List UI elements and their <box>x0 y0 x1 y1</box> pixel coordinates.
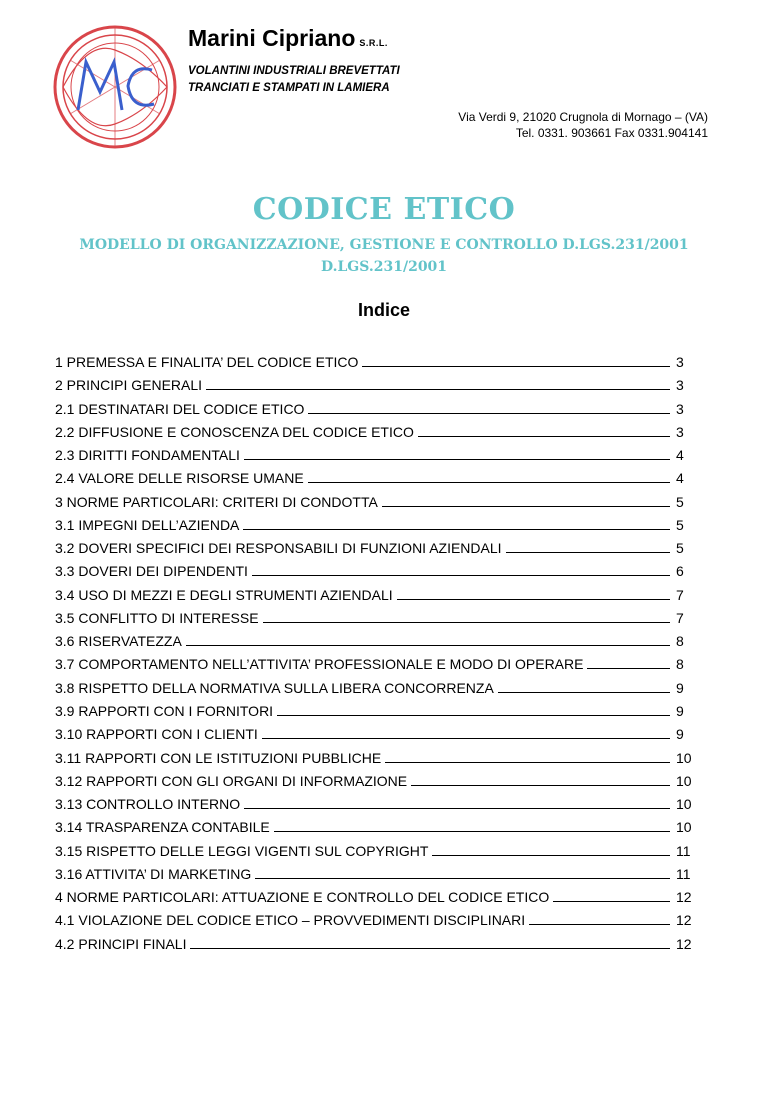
toc-entry-title: 4.1 VIOLAZIONE DEL CODICE ETICO – PROVVEDIMENTI DISCIPLINARI <box>55 912 526 929</box>
toc-leader-line <box>255 863 670 879</box>
toc-entry-page: 12 <box>676 889 692 906</box>
document-title: CODICE ETICO <box>252 192 516 227</box>
toc-entry[interactable] <box>55 560 715 583</box>
toc-leader-line <box>587 653 670 669</box>
toc-leader-line <box>397 584 670 600</box>
toc-entry[interactable] <box>55 607 715 630</box>
toc-entry-title: 4.2 PRINCIPI FINALI <box>55 935 187 952</box>
toc-entry-page: 6 <box>676 563 684 580</box>
toc-entry-page: 4 <box>676 470 684 487</box>
toc-entry-title: 3.2 DOVERI SPECIFICI DEI RESPONSABILI DI FUNZIONI AZIENDALI <box>55 540 502 557</box>
toc-leader-line <box>432 840 670 856</box>
toc-entry-title: 3.8 RISPETTO DELLA NORMATIVA SULLA LIBERA CONCORRENZA <box>55 679 494 696</box>
company-tagline-2: TRANCIATI E STAMPATI IN LAMIERA <box>188 82 390 94</box>
toc-leader-line <box>385 747 670 763</box>
toc-entry-page: 11 <box>676 865 691 882</box>
toc-entry-title: 3.12 RAPPORTI CON GLI ORGANI DI INFORMAZIONE <box>55 772 408 789</box>
toc-entry-page: 7 <box>676 609 684 626</box>
toc-entry-title: 1 PREMESSA E FINALITA’ DEL CODICE ETICO <box>55 354 359 370</box>
toc-entry-title: 2.2 DIFFUSIONE E CONOSCENZA DEL CODICE ETICO <box>55 423 414 440</box>
toc-leader-line <box>362 351 670 367</box>
toc-entry-title: 3.7 COMPORTAMENTO NELL’ATTIVITA’ PROFESSIONALE E MODO DI OPERARE <box>55 656 584 673</box>
toc-entry-title: 3.5 CONFLITTO DI INTERESSE <box>55 609 259 626</box>
toc-entry-title: 3.10 RAPPORTI CON I CLIENTI <box>55 726 258 743</box>
toc-entry[interactable] <box>55 653 715 676</box>
toc-entry-title: 3 NORME PARTICOLARI: CRITERI DI CONDOTTA <box>55 493 378 510</box>
toc-leader-line <box>506 537 670 553</box>
toc-entry-title: 2 PRINCIPI GENERALI <box>55 377 203 394</box>
toc-leader-line <box>186 630 670 646</box>
toc-entry-page: 5 <box>676 493 684 510</box>
toc-leader-line <box>308 467 670 483</box>
toc-leader-line <box>553 886 670 902</box>
document-subtitle: MODELLO DI ORGANIZZAZIONE, GESTIONE E CONTROLLO D.LGS.231/2001 <box>79 237 689 253</box>
toc-entry-page: 9 <box>676 679 684 696</box>
toc-leader-line <box>274 816 670 832</box>
toc-entry-page: 12 <box>676 912 692 929</box>
toc-entry-title: 3.6 RISERVATEZZA <box>55 633 182 650</box>
toc-entry[interactable] <box>55 863 715 886</box>
toc-leader-line <box>498 677 670 693</box>
toc-entry[interactable] <box>55 398 715 421</box>
toc-leader-line <box>263 607 670 623</box>
document-subtitle-2: D.LGS.231/2001 <box>320 259 448 275</box>
toc-entry[interactable] <box>55 700 715 723</box>
toc-entry-page: 9 <box>676 726 684 743</box>
toc-entry-page: 7 <box>676 586 684 603</box>
toc-entry-page: 3 <box>676 377 684 394</box>
toc-leader-line <box>206 374 670 390</box>
toc-entry-page: 8 <box>676 656 684 673</box>
toc-entry[interactable] <box>55 537 715 560</box>
toc-leader-line <box>418 421 670 437</box>
company-tagline-1: VOLANTINI INDUSTRIALI BREVETTATI <box>188 65 400 77</box>
toc-entry-title: 2.4 VALORE DELLE RISORSE UMANE <box>55 470 304 487</box>
toc-entry[interactable] <box>55 374 715 397</box>
company-contact: Tel. 0331. 903661 Fax 0331.904141 <box>515 126 708 140</box>
toc-entry-title: 2.1 DESTINATARI DEL CODICE ETICO <box>55 400 305 417</box>
toc-entry-title: 3.9 RAPPORTI CON I FORNITORI <box>55 702 274 719</box>
toc-leader-line <box>382 491 670 507</box>
company-logo-icon <box>48 20 182 154</box>
toc-entry-page: 10 <box>676 749 692 766</box>
company-name: Marini Cipriano S.R.L. <box>188 25 388 51</box>
toc-leader-line <box>190 933 670 949</box>
toc-entry-page: 10 <box>676 796 692 813</box>
toc-entry-title: 3.15 RISPETTO DELLE LEGGI VIGENTI SUL COPYRIGHT <box>55 842 429 859</box>
toc-entry-page: 5 <box>676 540 684 557</box>
toc-entry[interactable] <box>55 840 715 863</box>
toc-entry-title: 3.1 IMPEGNI DELL’AZIENDA <box>55 516 240 533</box>
table-of-contents <box>55 351 715 956</box>
toc-entry[interactable] <box>55 747 715 770</box>
toc-leader-line <box>252 560 670 576</box>
company-address: Via Verdi 9, 21020 Crugnola di Mornago – (VA) <box>458 110 708 124</box>
toc-entry[interactable] <box>55 421 715 444</box>
toc-entry[interactable] <box>55 886 715 909</box>
toc-leader-line <box>277 700 670 716</box>
toc-entry-page: 3 <box>676 354 684 370</box>
toc-leader-line <box>308 398 670 414</box>
toc-entry[interactable] <box>55 584 715 607</box>
toc-entry-title: 2.3 DIRITTI FONDAMENTALI <box>55 447 240 464</box>
toc-entry[interactable] <box>55 467 715 490</box>
toc-leader-line <box>529 909 670 925</box>
toc-entry[interactable] <box>55 514 715 537</box>
toc-leader-line <box>243 514 670 530</box>
toc-entry-title: 3.11 RAPPORTI CON LE ISTITUZIONI PUBBLICHE <box>55 749 382 766</box>
toc-entry-page: 3 <box>676 400 684 417</box>
toc-entry-page: 11 <box>676 842 691 859</box>
toc-leader-line <box>244 793 670 809</box>
toc-entry[interactable] <box>55 909 715 932</box>
toc-entry[interactable] <box>55 444 715 467</box>
toc-entry-title: 3.14 TRASPARENZA CONTABILE <box>55 819 270 836</box>
toc-entry-title: 3.16 ATTIVITA’ DI MARKETING <box>55 865 252 882</box>
toc-entry-title: 3.13 CONTROLLO INTERNO <box>55 796 241 813</box>
toc-entry[interactable] <box>55 491 715 514</box>
toc-entry[interactable] <box>55 770 715 793</box>
toc-entry[interactable] <box>55 793 715 816</box>
toc-entry-title: 3.3 DOVERI DEI DIPENDENTI <box>55 563 248 580</box>
toc-entry-title: 4 NORME PARTICOLARI: ATTUAZIONE E CONTROLLO DEL CODICE ETICO <box>55 889 550 906</box>
toc-entry[interactable] <box>55 630 715 653</box>
toc-entry-page: 9 <box>676 702 684 719</box>
index-heading: Indice <box>357 300 410 320</box>
toc-entry[interactable] <box>55 816 715 839</box>
toc-entry-page: 10 <box>676 819 692 836</box>
toc-entry-page: 8 <box>676 633 684 650</box>
toc-entry[interactable] <box>55 351 715 374</box>
toc-entry[interactable] <box>55 933 715 956</box>
toc-entry[interactable] <box>55 677 715 700</box>
toc-entry-page: 3 <box>676 423 684 440</box>
toc-entry[interactable] <box>55 723 715 746</box>
toc-entry-page: 5 <box>676 516 684 533</box>
toc-leader-line <box>411 770 670 786</box>
toc-entry-title: 3.4 USO DI MEZZI E DEGLI STRUMENTI AZIENDALI <box>55 586 393 603</box>
toc-entry-page: 4 <box>676 447 684 464</box>
toc-entry-page: 10 <box>676 772 692 789</box>
toc-leader-line <box>262 723 670 739</box>
toc-leader-line <box>244 444 670 460</box>
company-suffix: S.R.L. <box>359 38 388 48</box>
toc-entry-page: 12 <box>676 935 692 952</box>
